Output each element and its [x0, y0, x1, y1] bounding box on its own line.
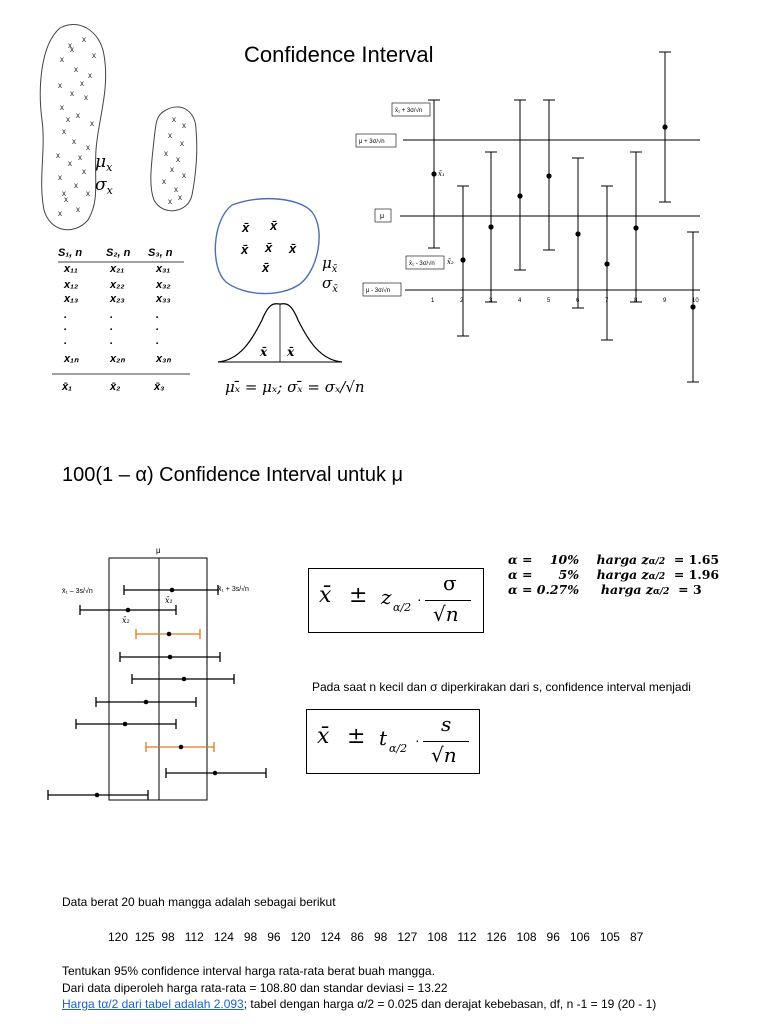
- tick-label: 4: [518, 298, 522, 304]
- svg-text:x̄: x̄: [262, 260, 270, 275]
- svg-text:S₂, n: S₂, n: [106, 247, 131, 259]
- sample-interval: [48, 790, 148, 800]
- table-cell: .: [64, 321, 68, 333]
- table-cell: x₁₃: [64, 293, 79, 305]
- alpha-row-027: α = 0.27% harga zα/2 = 3: [508, 582, 702, 597]
- table-cell: .: [64, 335, 68, 347]
- table-cell: x₃ₙ: [156, 353, 171, 365]
- tick-label: 8: [634, 298, 638, 304]
- x-mark: x: [172, 115, 176, 124]
- ci-interval: [601, 186, 613, 340]
- sample-interval: [132, 674, 234, 684]
- t-value-line: Harga tα/2 dari tabel adalah 2.093; tabel dengan harga α/2 = 0.025 dan derajat kebebasan, df, n -1 = 19 (20 - 1): [62, 997, 657, 1011]
- table-cell: x₃₃: [156, 293, 171, 305]
- x-mark: x: [70, 89, 74, 98]
- x-mark: x: [76, 111, 80, 120]
- x-mark: x: [58, 209, 62, 218]
- formula-t-box: x̄ ± t α/2 · s √n: [306, 709, 480, 774]
- svg-text:x̄₁: x̄₁: [165, 596, 173, 605]
- svg-text:x̄₂: x̄₂: [110, 381, 121, 393]
- table-cell: .: [110, 321, 114, 333]
- sample-interval: [120, 652, 220, 662]
- interval-diagram: [0, 535, 300, 815]
- x-mark: x: [82, 167, 86, 176]
- ci-interval: [630, 152, 642, 302]
- x-mark: x: [70, 45, 74, 54]
- right-bound-label: x̄₁ + 3s/√n: [218, 586, 249, 593]
- xbar-cloud: [240, 218, 297, 275]
- upper-limit-label: μ + 3σ/√n: [359, 139, 385, 145]
- table-cell: x₂₂: [110, 279, 125, 291]
- sampling-illustration: [0, 0, 768, 440]
- mu-x-label: $\mu_x$: [95, 152, 113, 174]
- ci-chart: [356, 52, 700, 382]
- alpha-table: [508, 552, 719, 597]
- x-mark: x: [76, 205, 80, 214]
- svg-text:S₃, n: S₃, n: [148, 247, 173, 259]
- x-mark: x: [74, 65, 78, 74]
- table-cell: x₂ₙ: [110, 353, 125, 365]
- x-mark: x: [180, 139, 184, 148]
- svg-text:x̄: x̄: [287, 345, 295, 359]
- small-n-note: Pada saat n kecil dan σ diperkirakan dari s, confidence interval menjadi: [312, 680, 691, 694]
- table-cell: .: [64, 309, 68, 321]
- mu-label: μ: [156, 546, 161, 555]
- ci-interval: [572, 158, 584, 308]
- x-mark: x: [88, 71, 92, 80]
- sigma-xbar-label: $\sigma_{x̄}$: [322, 274, 338, 295]
- x-mark: x: [72, 137, 76, 146]
- x-mark: x: [62, 189, 66, 198]
- x-mark: x: [86, 143, 90, 152]
- sample-interval: [124, 585, 218, 595]
- sample-interval: [96, 697, 196, 707]
- table-cell: .: [156, 335, 160, 347]
- left-bound-label: x̄₁ – 3s/√n: [62, 588, 93, 595]
- table-cell: x₁ₙ: [64, 353, 79, 365]
- svg-text:x̄: x̄: [242, 220, 250, 235]
- section-heading: 100(1 – α) Confidence Interval untuk μ: [62, 464, 404, 486]
- sample-interval: [146, 742, 214, 752]
- ci-interval: [485, 152, 497, 302]
- sample-interval: [166, 768, 266, 778]
- formula-z-box: x̄ ± z α/2 · σ √n: [308, 568, 484, 633]
- x-mark: x: [168, 197, 172, 206]
- x-mark: x: [86, 189, 90, 198]
- mu-xbar-label: $\mu_{x̄}$: [322, 254, 338, 275]
- svg-text:x̄: x̄: [289, 241, 297, 256]
- ci-interval: [514, 100, 526, 270]
- table-cell: x₃₁: [156, 263, 171, 275]
- svg-text:x̄: x̄: [265, 240, 273, 255]
- x1-lower-label: x̄₁ - 3σ/√n: [409, 261, 435, 267]
- sample-interval: [80, 605, 176, 615]
- lower-limit-label: μ - 3σ/√n: [366, 288, 391, 294]
- sample-interval: [76, 719, 176, 729]
- svg-text:S₁, n: S₁, n: [58, 247, 83, 259]
- x-mark: x: [178, 193, 182, 202]
- x-mark: x: [170, 165, 174, 174]
- x-mark: x: [58, 173, 62, 182]
- svg-text:x̄₂: x̄₂: [122, 616, 130, 625]
- tick-label: 10: [692, 298, 699, 304]
- x-mark: x: [56, 151, 60, 160]
- task-text: Tentukan 95% confidence interval harga rata-rata berat buah mangga.: [62, 964, 435, 978]
- x-mark: x: [164, 149, 168, 158]
- x2-label: x̄₂: [447, 258, 454, 266]
- x-mark: x: [68, 159, 72, 168]
- mu-line-label: μ: [380, 213, 385, 220]
- sample-interval: [136, 629, 200, 639]
- t-table-link[interactable]: Harga tα/2 dari tabel adalah 2.093: [62, 997, 244, 1011]
- x-mark: x: [68, 41, 72, 50]
- page-title: Confidence Interval: [244, 42, 434, 67]
- x1-label: x̄₁: [438, 170, 445, 178]
- x-mark: x: [78, 153, 82, 162]
- tick-label: 6: [576, 298, 580, 304]
- ci-interval: [457, 186, 469, 336]
- x-mark: x: [60, 103, 64, 112]
- table-cell: x₁₁: [64, 263, 78, 275]
- x-mark: x: [62, 127, 66, 136]
- x-mark: x: [182, 121, 186, 130]
- x-mark: x: [66, 115, 70, 124]
- x-mark: x: [174, 185, 178, 194]
- x-mark: x: [60, 55, 64, 64]
- x-mark: x: [74, 181, 78, 190]
- svg-text:x̄₃: x̄₃: [154, 381, 165, 393]
- table-cell: .: [156, 309, 160, 321]
- tick-label: 7: [605, 298, 609, 304]
- svg-text:x̄: x̄: [270, 218, 278, 233]
- x-mark: x: [182, 171, 186, 180]
- sampling-relation: μₓ̄ = μₓ; σₓ̄ = σₓ/√n: [225, 378, 365, 396]
- x1-upper-label: x̄₁ + 3σ/√n: [395, 108, 423, 114]
- x-mark: x: [58, 81, 62, 90]
- tick-label: 5: [547, 298, 551, 304]
- tick-label: 2: [460, 298, 464, 304]
- alpha-row-10: α = 10% harga zα/2 = 1.65: [508, 552, 720, 567]
- svg-text:x̄: x̄: [241, 242, 249, 257]
- x-mark: x: [90, 119, 94, 128]
- x-mark: x: [82, 35, 86, 44]
- table-cell: x₂₃: [110, 293, 125, 305]
- tick-label: 1: [431, 298, 435, 304]
- tick-label: 9: [663, 298, 667, 304]
- tick-label: 3: [489, 298, 493, 304]
- table-cell: x₃₂: [156, 279, 171, 291]
- table-cell: .: [156, 321, 160, 333]
- sigma-x-label: $\sigma_x$: [95, 175, 113, 197]
- x-mark: x: [84, 93, 88, 102]
- x-mark: x: [80, 79, 84, 88]
- svg-text:x̄₁: x̄₁: [62, 381, 72, 393]
- table-cell: x₁₂: [64, 279, 79, 291]
- x-mark: x: [168, 131, 172, 140]
- x-mark: x: [92, 51, 96, 60]
- ci-interval: [687, 232, 699, 382]
- svg-text:x̄: x̄: [260, 345, 268, 359]
- x-mark: x: [176, 155, 180, 164]
- ci-interval: [659, 52, 671, 202]
- sample-table: [52, 247, 190, 393]
- given-text: Dari data diperoleh harga rata-rata = 108.80 dan standar deviasi = 13.22: [62, 981, 448, 995]
- x-mark: x: [162, 177, 166, 186]
- table-cell: x₂₁: [110, 263, 125, 275]
- table-cell: .: [110, 335, 114, 347]
- alpha-row-5: α = 5% harga zα/2 = 1.96: [508, 567, 720, 582]
- data-values: 120 125 98 112 124 98 96 120 124 86 98 127 108 112 126 108 96 106 105 87: [108, 930, 644, 944]
- table-cell: .: [110, 309, 114, 321]
- data-intro: Data berat 20 buah mangga adalah sebagai berikut: [62, 895, 336, 909]
- ci-interval: [543, 100, 555, 250]
- x-mark: x: [64, 195, 68, 204]
